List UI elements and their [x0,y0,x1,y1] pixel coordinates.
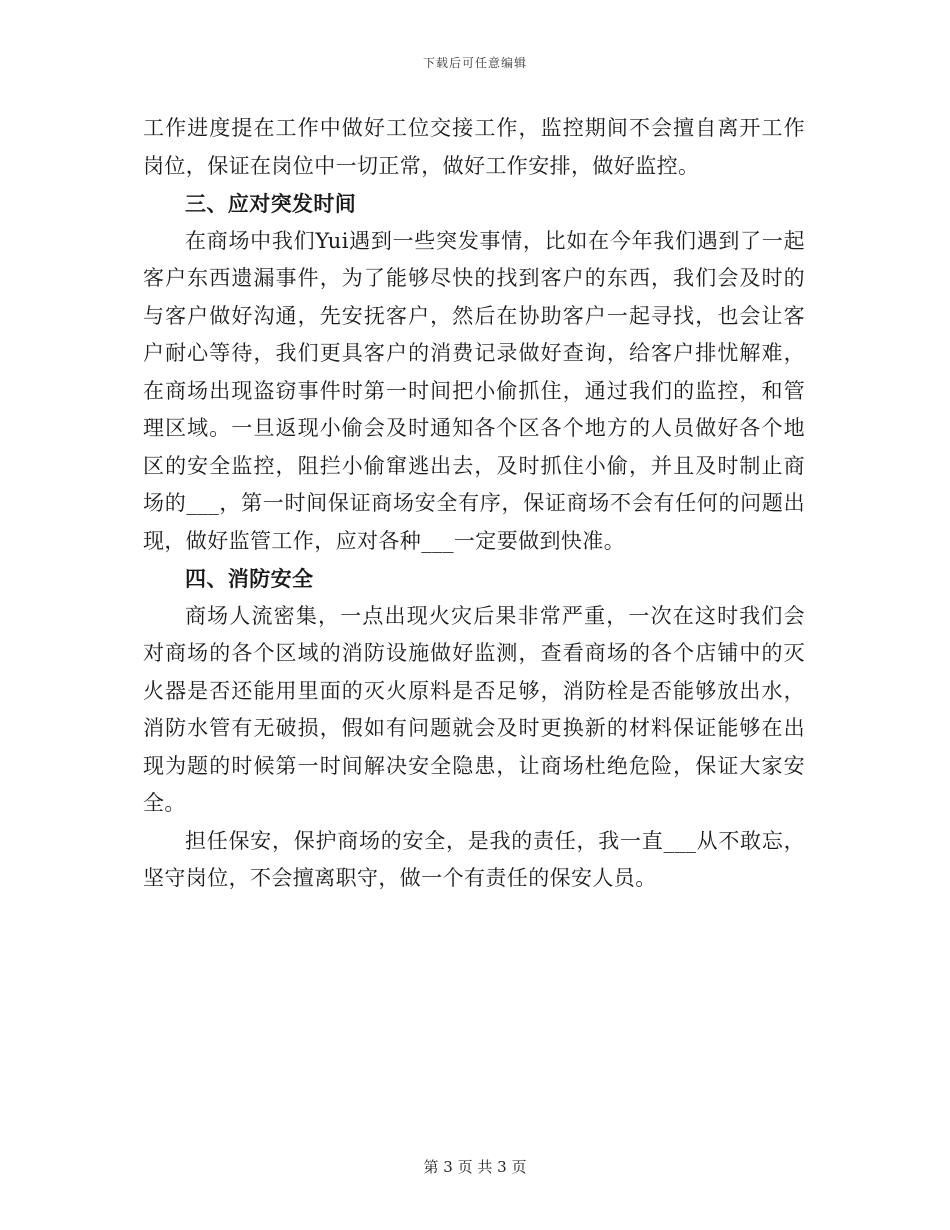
paragraph-closing: 担任保安，保护商场的安全，是我的责任，我一直___从不敢忘，坚守岗位，不会擅离职守，做一个有责任的保安人员。 [143,828,805,890]
paragraph-section-4: 商场人流密集，一点出现火灾后果非常严重，一次在这时我们会对商场的各个区域的消防设施做好监测，查看商场的各个店铺中的灭火器是否还能用里面的灭火原料是否足够，消防栓是否能够放出水，消防水管有无破损，假如有问题就会及时更换新的材料保证能够在出现为题的时候第一时间解决安全隐患，让商场杜绝危险，保证大家安全。 [143,603,805,815]
document-body [143,110,805,898]
paragraph-intro: 工作进度提在工作中做好工位交接工作，监控期间不会擅自离开工作岗位，保证在岗位中一切正常，做好工作安排，做好监控。 [143,116,805,178]
page-footer: 第 3 页 共 3 页 [423,1158,527,1176]
paragraph-section-3: 在商场中我们Yui遇到一些突发事情，比如在今年我们遇到了一起客户东西遗漏事件，为了能够尽快的找到客户的东西，我们会及时的与客户做好沟通，先安抚客户，然后在协助客户一起寻找，也会让客户耐心等待，我们更具客户的消费记录做好查询，给客户排忧解难，在商场出现盗窃事件时第一时间把小偷抓住，通过我们的监控，和管理区域。一旦返现小偷会及时通知各个区各个地方的人员做好各个地区的安全监控，阻拦小偷窜逃出去，及时抓住小偷，并且及时制止商场的___，第一时间保证商场安全有序，保证商场不会有任何的问题出现，做好监管工作，应对各种___一定要做到快准。 [143,228,805,553]
section-heading-4: 四、消防安全 [185,566,314,591]
page-header: 下载后可任意编辑 [422,56,527,70]
section-heading-3: 三、应对突发时间 [185,191,357,216]
